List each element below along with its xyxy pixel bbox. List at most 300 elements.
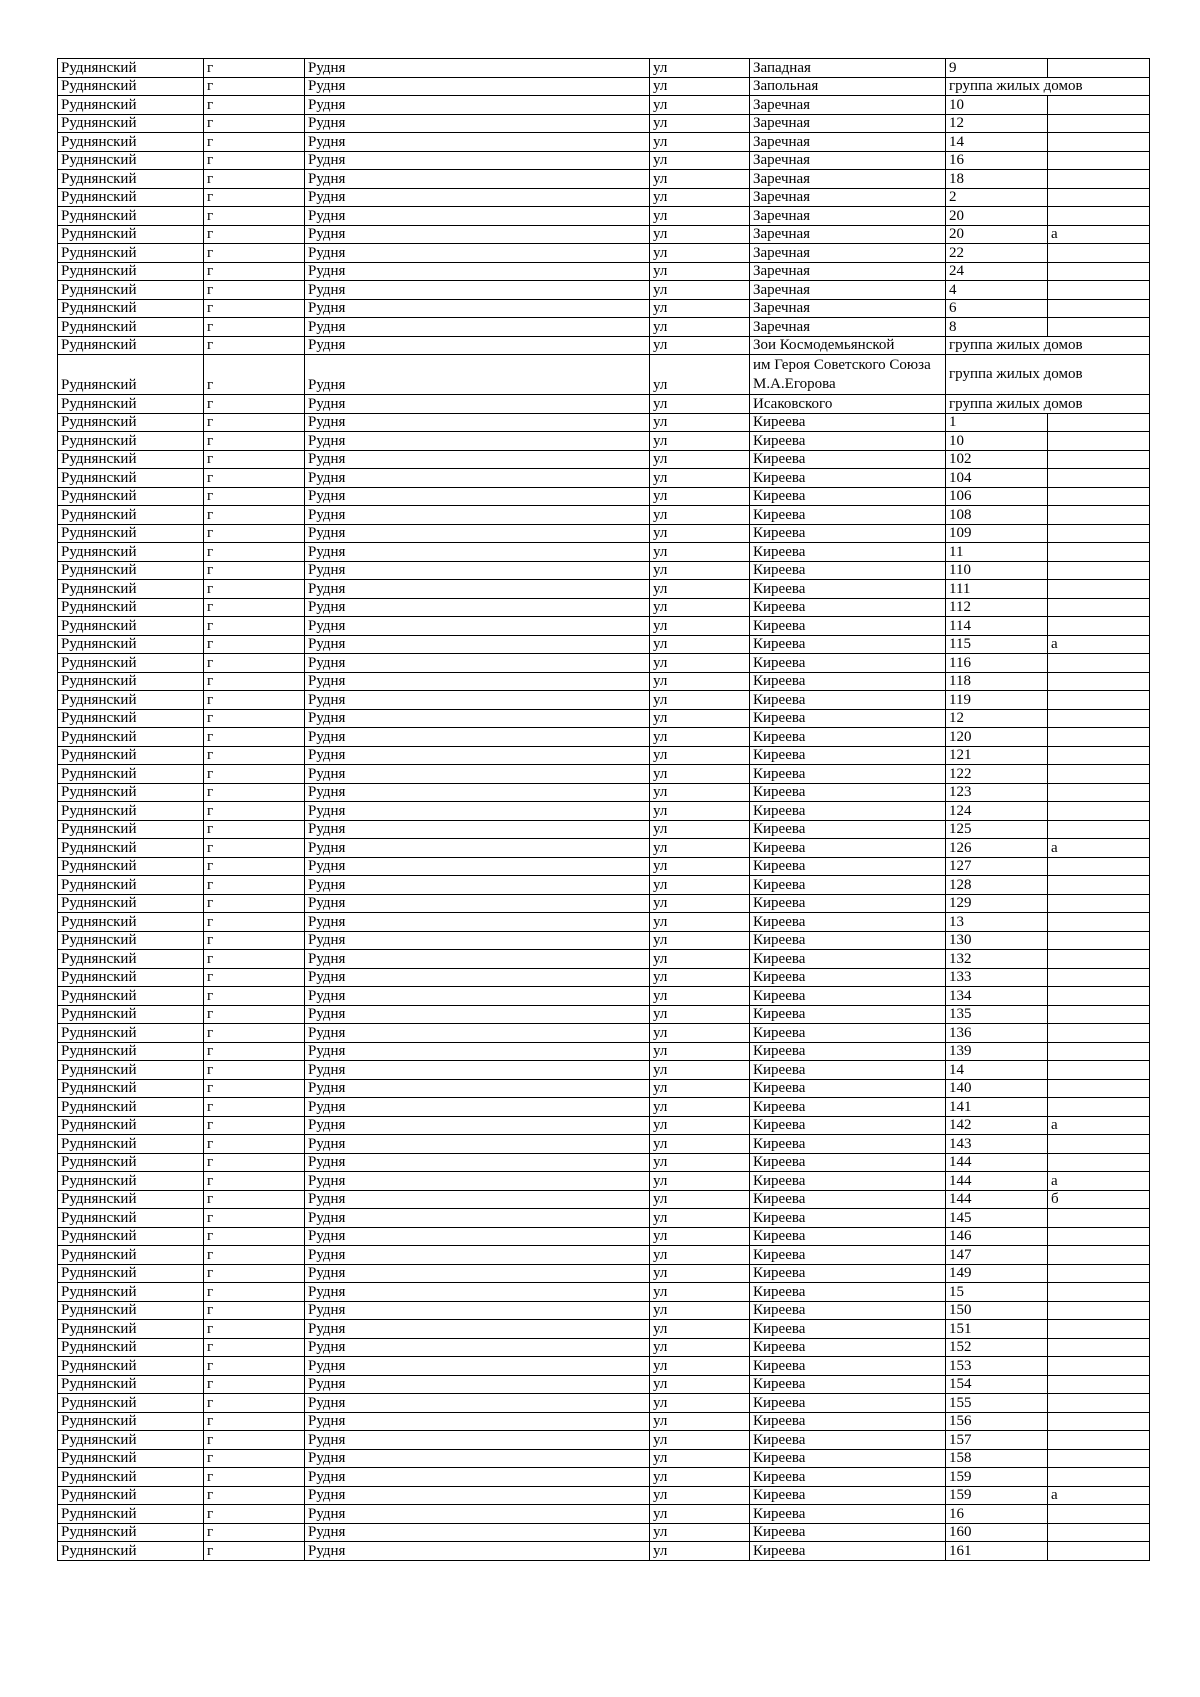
settlement-cell: Рудня: [305, 746, 650, 765]
house-letter-cell: а: [1048, 1116, 1150, 1135]
house-letter-cell: [1048, 133, 1150, 152]
settlement-cell: Рудня: [305, 506, 650, 525]
house-letter-cell: [1048, 413, 1150, 432]
house-number-cell: 4: [946, 281, 1048, 300]
house-number-cell: 2: [946, 188, 1048, 207]
district-cell: Руднянский: [58, 691, 204, 710]
district-cell: Руднянский: [58, 1301, 204, 1320]
settlement-cell: Рудня: [305, 1079, 650, 1098]
house-letter-cell: [1048, 894, 1150, 913]
street-type-cell: ул: [650, 1042, 750, 1061]
street-type-cell: ул: [650, 876, 750, 895]
street-type-cell: ул: [650, 450, 750, 469]
street-cell: Киреева: [750, 1098, 946, 1117]
house-letter-cell: а: [1048, 1486, 1150, 1505]
street-cell: Киреева: [750, 1357, 946, 1376]
district-cell: Руднянский: [58, 1338, 204, 1357]
house-number-cell: 119: [946, 691, 1048, 710]
house-number-cell: 106: [946, 487, 1048, 506]
settlement-cell: Рудня: [305, 1098, 650, 1117]
table-row: [58, 262, 1150, 281]
street-type-cell: ул: [650, 543, 750, 562]
settlement-type-cell: г: [204, 672, 305, 691]
house-letter-cell: [1048, 1449, 1150, 1468]
table-row: [58, 207, 1150, 226]
district-cell: Руднянский: [58, 96, 204, 115]
table-row: [58, 336, 1150, 355]
district-cell: Руднянский: [58, 469, 204, 488]
house-letter-cell: [1048, 746, 1150, 765]
house-letter-cell: [1048, 1246, 1150, 1265]
settlement-cell: Рудня: [305, 802, 650, 821]
settlement-cell: Рудня: [305, 281, 650, 300]
district-cell: Руднянский: [58, 765, 204, 784]
table-row: [58, 1394, 1150, 1413]
house-letter-cell: [1048, 469, 1150, 488]
house-letter-cell: [1048, 654, 1150, 673]
table-row: [58, 151, 1150, 170]
street-cell: им Героя Советского Союза М.А.Егорова: [750, 355, 946, 395]
settlement-type-cell: г: [204, 728, 305, 747]
house-letter-cell: [1048, 1079, 1150, 1098]
district-cell: Руднянский: [58, 1005, 204, 1024]
street-type-cell: ул: [650, 1338, 750, 1357]
house-number-cell: 102: [946, 450, 1048, 469]
table-row: [58, 170, 1150, 189]
street-type-cell: ул: [650, 672, 750, 691]
district-cell: Руднянский: [58, 262, 204, 281]
house-number-cell: 151: [946, 1320, 1048, 1339]
street-type-cell: ул: [650, 207, 750, 226]
district-cell: Руднянский: [58, 1098, 204, 1117]
table-row: [58, 1098, 1150, 1117]
house-letter-cell: [1048, 1523, 1150, 1542]
street-cell: Заречная: [750, 151, 946, 170]
district-cell: Руднянский: [58, 133, 204, 152]
house-number-cell: 14: [946, 133, 1048, 152]
table-row: [58, 1431, 1150, 1450]
street-cell: Киреева: [750, 1135, 946, 1154]
street-type-cell: ул: [650, 1431, 750, 1450]
house-number-cell: 123: [946, 783, 1048, 802]
settlement-type-cell: г: [204, 635, 305, 654]
house-letter-cell: [1048, 262, 1150, 281]
street-type-cell: ул: [650, 765, 750, 784]
table-row: [58, 1061, 1150, 1080]
street-type-cell: ул: [650, 1468, 750, 1487]
district-cell: Руднянский: [58, 783, 204, 802]
district-cell: Руднянский: [58, 244, 204, 263]
settlement-type-cell: г: [204, 1486, 305, 1505]
street-cell: Киреева: [750, 487, 946, 506]
street-cell: Киреева: [750, 561, 946, 580]
settlement-cell: Рудня: [305, 299, 650, 318]
settlement-cell: Рудня: [305, 77, 650, 96]
street-type-cell: ул: [650, 691, 750, 710]
street-cell: Киреева: [750, 1190, 946, 1209]
settlement-type-cell: г: [204, 783, 305, 802]
street-type-cell: ул: [650, 931, 750, 950]
house-letter-cell: а: [1048, 1172, 1150, 1191]
street-cell: Заречная: [750, 262, 946, 281]
settlement-cell: Рудня: [305, 1227, 650, 1246]
district-cell: Руднянский: [58, 654, 204, 673]
settlement-cell: Рудня: [305, 894, 650, 913]
settlement-cell: Рудня: [305, 672, 650, 691]
house-letter-cell: [1048, 1227, 1150, 1246]
settlement-type-cell: г: [204, 1153, 305, 1172]
house-number-cell: 159: [946, 1486, 1048, 1505]
settlement-cell: Рудня: [305, 728, 650, 747]
district-cell: Руднянский: [58, 1394, 204, 1413]
table-row: [58, 950, 1150, 969]
settlement-cell: Рудня: [305, 1116, 650, 1135]
street-cell: Киреева: [750, 783, 946, 802]
house-number-cell: 18: [946, 170, 1048, 189]
house-number-cell: 153: [946, 1357, 1048, 1376]
house-number-cell: 126: [946, 839, 1048, 858]
house-letter-cell: [1048, 672, 1150, 691]
table-row: [58, 1005, 1150, 1024]
settlement-cell: Рудня: [305, 783, 650, 802]
house-number-cell: 122: [946, 765, 1048, 784]
table-row: [58, 672, 1150, 691]
settlement-cell: Рудня: [305, 1283, 650, 1302]
settlement-type-cell: г: [204, 580, 305, 599]
house-number-cell: 13: [946, 913, 1048, 932]
table-row: [58, 133, 1150, 152]
street-cell: Киреева: [750, 1264, 946, 1283]
settlement-cell: Рудня: [305, 968, 650, 987]
house-letter-cell: [1048, 913, 1150, 932]
settlement-type-cell: г: [204, 506, 305, 525]
house-number-cell: 156: [946, 1412, 1048, 1431]
district-cell: Руднянский: [58, 580, 204, 599]
street-cell: Киреева: [750, 617, 946, 636]
settlement-type-cell: г: [204, 395, 305, 414]
street-cell: Киреева: [750, 450, 946, 469]
street-cell: Киреева: [750, 691, 946, 710]
table-row: [58, 487, 1150, 506]
table-row: [58, 281, 1150, 300]
street-type-cell: ул: [650, 1227, 750, 1246]
house-number-cell: 8: [946, 318, 1048, 337]
settlement-type-cell: г: [204, 114, 305, 133]
settlement-type-cell: г: [204, 318, 305, 337]
district-cell: Руднянский: [58, 1412, 204, 1431]
table-row: [58, 1523, 1150, 1542]
table-row: [58, 876, 1150, 895]
house-number-cell: 127: [946, 857, 1048, 876]
house-number-cell: 1: [946, 413, 1048, 432]
street-type-cell: ул: [650, 598, 750, 617]
house-number-cell: 12: [946, 709, 1048, 728]
street-type-cell: ул: [650, 709, 750, 728]
settlement-type-cell: г: [204, 820, 305, 839]
settlement-cell: Рудня: [305, 188, 650, 207]
street-cell: Киреева: [750, 1209, 946, 1228]
house-number-cell: 114: [946, 617, 1048, 636]
house-letter-cell: [1048, 987, 1150, 1006]
district-cell: Руднянский: [58, 820, 204, 839]
district-cell: Руднянский: [58, 709, 204, 728]
settlement-cell: Рудня: [305, 170, 650, 189]
house-letter-cell: [1048, 487, 1150, 506]
district-cell: Руднянский: [58, 1283, 204, 1302]
house-number-cell: 118: [946, 672, 1048, 691]
settlement-type-cell: г: [204, 1523, 305, 1542]
table-row: [58, 1505, 1150, 1524]
district-cell: Руднянский: [58, 1042, 204, 1061]
settlement-cell: Рудня: [305, 1153, 650, 1172]
house-number-cell: 142: [946, 1116, 1048, 1135]
house-number-cell: 12: [946, 114, 1048, 133]
district-cell: Руднянский: [58, 876, 204, 895]
street-cell: Киреева: [750, 524, 946, 543]
district-cell: Руднянский: [58, 894, 204, 913]
street-type-cell: ул: [650, 839, 750, 858]
house-number-cell: 120: [946, 728, 1048, 747]
table-row: [58, 244, 1150, 263]
street-cell: Киреева: [750, 1431, 946, 1450]
street-cell: Киреева: [750, 598, 946, 617]
street-type-cell: ул: [650, 1412, 750, 1431]
settlement-type-cell: г: [204, 1079, 305, 1098]
district-cell: Руднянский: [58, 1542, 204, 1561]
street-type-cell: ул: [650, 968, 750, 987]
street-type-cell: ул: [650, 1523, 750, 1542]
settlement-type-cell: г: [204, 894, 305, 913]
table-row: [58, 59, 1150, 78]
house-number-cell: 20: [946, 225, 1048, 244]
table-row: [58, 299, 1150, 318]
district-cell: Руднянский: [58, 1264, 204, 1283]
street-cell: Киреева: [750, 1283, 946, 1302]
street-type-cell: ул: [650, 1209, 750, 1228]
street-cell: Киреева: [750, 1412, 946, 1431]
settlement-type-cell: г: [204, 950, 305, 969]
district-cell: Руднянский: [58, 432, 204, 451]
street-cell: Киреева: [750, 1375, 946, 1394]
street-type-cell: ул: [650, 1394, 750, 1413]
table-row: [58, 709, 1150, 728]
table-row: [58, 1024, 1150, 1043]
district-cell: Руднянский: [58, 114, 204, 133]
house-letter-cell: [1048, 857, 1150, 876]
street-type-cell: ул: [650, 1061, 750, 1080]
house-letter-cell: [1048, 151, 1150, 170]
house-number-cell: 140: [946, 1079, 1048, 1098]
settlement-cell: Рудня: [305, 654, 650, 673]
house-number-cell: 10: [946, 96, 1048, 115]
house-letter-cell: [1048, 1264, 1150, 1283]
street-cell: Киреева: [750, 728, 946, 747]
house-number-cell: 132: [946, 950, 1048, 969]
table-row: [58, 691, 1150, 710]
settlement-cell: Рудня: [305, 950, 650, 969]
house-letter-cell: [1048, 580, 1150, 599]
house-letter-cell: [1048, 1394, 1150, 1413]
settlement-cell: Рудня: [305, 1338, 650, 1357]
street-type-cell: ул: [650, 225, 750, 244]
settlement-type-cell: г: [204, 281, 305, 300]
street-type-cell: ул: [650, 1264, 750, 1283]
address-table: [57, 58, 1150, 1561]
house-letter-cell: [1048, 1098, 1150, 1117]
district-cell: Руднянский: [58, 1449, 204, 1468]
settlement-cell: Рудня: [305, 1061, 650, 1080]
street-cell: Киреева: [750, 1505, 946, 1524]
house-letter-cell: [1048, 1042, 1150, 1061]
house-number-cell: 144: [946, 1190, 1048, 1209]
street-type-cell: ул: [650, 395, 750, 414]
settlement-cell: Рудня: [305, 1024, 650, 1043]
street-cell: Киреева: [750, 1079, 946, 1098]
table-row: [58, 1375, 1150, 1394]
house-letter-cell: а: [1048, 839, 1150, 858]
table-row: [58, 114, 1150, 133]
settlement-type-cell: г: [204, 968, 305, 987]
table-row: [58, 1116, 1150, 1135]
house-number-cell: 144: [946, 1153, 1048, 1172]
street-type-cell: ул: [650, 114, 750, 133]
street-cell: Киреева: [750, 709, 946, 728]
street-type-cell: ул: [650, 1283, 750, 1302]
table-row: [58, 225, 1150, 244]
table-row: [58, 1468, 1150, 1487]
settlement-type-cell: г: [204, 1135, 305, 1154]
house-number-cell: 116: [946, 654, 1048, 673]
house-letter-cell: [1048, 1338, 1150, 1357]
table-row: [58, 1264, 1150, 1283]
street-cell: Киреева: [750, 672, 946, 691]
settlement-type-cell: г: [204, 1375, 305, 1394]
house-number-cell: 125: [946, 820, 1048, 839]
street-type-cell: ул: [650, 506, 750, 525]
street-type-cell: ул: [650, 580, 750, 599]
settlement-type-cell: г: [204, 987, 305, 1006]
district-cell: Руднянский: [58, 207, 204, 226]
street-type-cell: ул: [650, 281, 750, 300]
settlement-type-cell: г: [204, 1468, 305, 1487]
house-number-cell: 144: [946, 1172, 1048, 1191]
settlement-type-cell: г: [204, 151, 305, 170]
street-cell: Киреева: [750, 1172, 946, 1191]
street-cell: Заречная: [750, 225, 946, 244]
street-type-cell: ул: [650, 1005, 750, 1024]
settlement-cell: Рудня: [305, 617, 650, 636]
street-type-cell: ул: [650, 77, 750, 96]
district-cell: Руднянский: [58, 728, 204, 747]
house-letter-cell: [1048, 170, 1150, 189]
table-row: [58, 783, 1150, 802]
street-type-cell: ул: [650, 59, 750, 78]
house-letter-cell: [1048, 1505, 1150, 1524]
settlement-type-cell: г: [204, 469, 305, 488]
house-letter-cell: [1048, 691, 1150, 710]
house-letter-cell: [1048, 281, 1150, 300]
district-cell: Руднянский: [58, 1320, 204, 1339]
street-cell: Киреева: [750, 1449, 946, 1468]
house-number-cell: 104: [946, 469, 1048, 488]
table-row: [58, 1209, 1150, 1228]
table-row: [58, 1042, 1150, 1061]
table-row: [58, 968, 1150, 987]
house-number-cell: 143: [946, 1135, 1048, 1154]
table-row: [58, 931, 1150, 950]
house-number-cell: 146: [946, 1227, 1048, 1246]
settlement-type-cell: г: [204, 1042, 305, 1061]
house-letter-cell: [1048, 1135, 1150, 1154]
settlement-type-cell: г: [204, 432, 305, 451]
house-letter-cell: [1048, 524, 1150, 543]
settlement-cell: Рудня: [305, 820, 650, 839]
district-cell: Руднянский: [58, 913, 204, 932]
district-cell: Руднянский: [58, 151, 204, 170]
settlement-type-cell: г: [204, 1357, 305, 1376]
house-letter-cell: [1048, 968, 1150, 987]
house-number-cell: 24: [946, 262, 1048, 281]
table-row: [58, 1153, 1150, 1172]
street-type-cell: ул: [650, 1449, 750, 1468]
street-type-cell: ул: [650, 617, 750, 636]
settlement-cell: Рудня: [305, 96, 650, 115]
table-row: [58, 1283, 1150, 1302]
house-letter-cell: [1048, 765, 1150, 784]
district-cell: Руднянский: [58, 1024, 204, 1043]
table-row: [58, 820, 1150, 839]
street-cell: Киреева: [750, 654, 946, 673]
settlement-type-cell: г: [204, 617, 305, 636]
street-type-cell: ул: [650, 894, 750, 913]
settlement-type-cell: г: [204, 336, 305, 355]
street-cell: Киреева: [750, 1486, 946, 1505]
settlement-type-cell: г: [204, 1227, 305, 1246]
street-cell: Заречная: [750, 299, 946, 318]
table-body: [58, 59, 1150, 1561]
district-cell: Руднянский: [58, 1172, 204, 1191]
settlement-cell: Рудня: [305, 1190, 650, 1209]
street-type-cell: ул: [650, 413, 750, 432]
street-type-cell: ул: [650, 635, 750, 654]
house-letter-cell: [1048, 1061, 1150, 1080]
settlement-type-cell: г: [204, 1338, 305, 1357]
settlement-cell: Рудня: [305, 1505, 650, 1524]
street-cell: Киреева: [750, 469, 946, 488]
street-type-cell: ул: [650, 820, 750, 839]
settlement-cell: Рудня: [305, 1135, 650, 1154]
settlement-type-cell: г: [204, 1005, 305, 1024]
house-number-cell: 150: [946, 1301, 1048, 1320]
table-row: [58, 432, 1150, 451]
house-number-cell: 14: [946, 1061, 1048, 1080]
house-letter-cell: [1048, 543, 1150, 562]
house-letter-cell: [1048, 1153, 1150, 1172]
street-cell: Киреева: [750, 635, 946, 654]
settlement-type-cell: г: [204, 1505, 305, 1524]
settlement-type-cell: г: [204, 524, 305, 543]
house-number-cell: 154: [946, 1375, 1048, 1394]
table-row: [58, 746, 1150, 765]
house-number-cell: 155: [946, 1394, 1048, 1413]
settlement-cell: Рудня: [305, 151, 650, 170]
house-letter-cell: [1048, 820, 1150, 839]
street-cell: Киреева: [750, 746, 946, 765]
house-letter-cell: [1048, 1024, 1150, 1043]
settlement-type-cell: г: [204, 931, 305, 950]
district-cell: Руднянский: [58, 968, 204, 987]
house-letter-cell: [1048, 244, 1150, 263]
